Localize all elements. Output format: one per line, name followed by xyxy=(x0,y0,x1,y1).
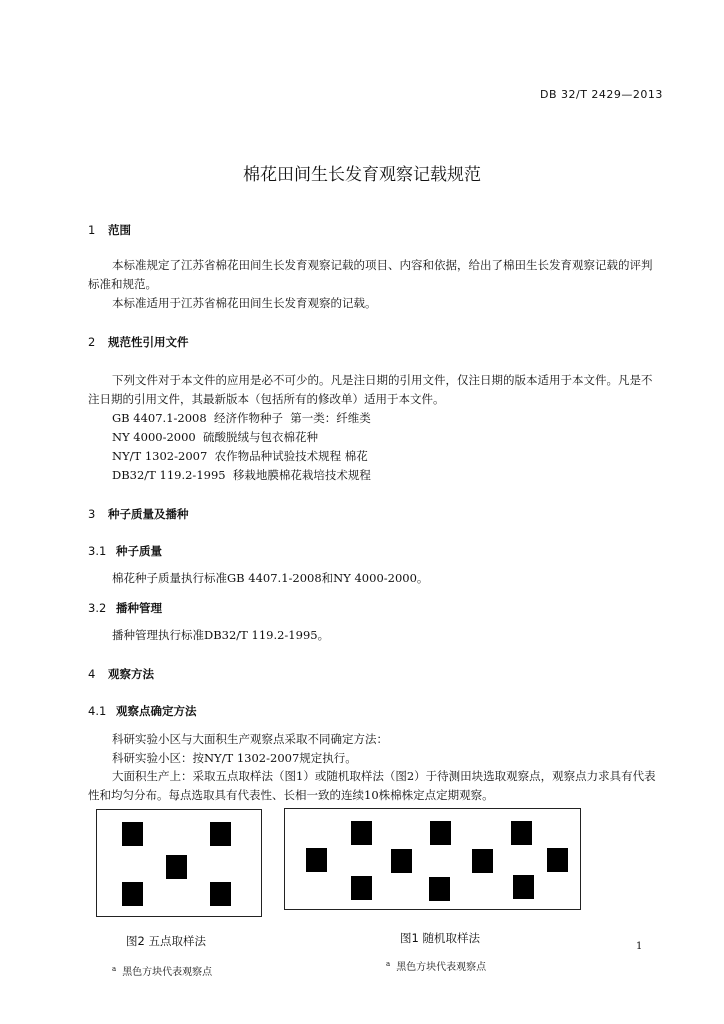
observation-point xyxy=(122,882,143,906)
observation-point xyxy=(166,855,187,879)
observation-point xyxy=(122,822,143,846)
section-3-2-heading xyxy=(88,600,162,616)
observation-point xyxy=(210,882,231,906)
section-3-2-text: 播种管理执行标准DB32/T 119.2-1995。 xyxy=(112,628,330,642)
section-title: 规范性引用文件 xyxy=(108,335,189,349)
note-marker: a xyxy=(112,964,117,973)
section-3-1-heading xyxy=(88,543,162,559)
section-3-heading xyxy=(88,506,189,522)
page-title: 棉花田间生长发育观察记载规范 xyxy=(243,165,481,185)
section-4-1-paragraph-3: 大面积生产上：采取五点取样法（图1）或随机取样法（图2）于待测田块选取观察点，观察点力求具有代表性和均匀分布。每点选取具有代表性、长相一致的连续10株棉株定点定期观察。 xyxy=(88,769,656,802)
section-number: 4 xyxy=(88,667,96,681)
random-sampling-figure xyxy=(284,808,581,910)
observation-point xyxy=(351,821,372,845)
figure-note-left xyxy=(112,963,212,978)
reference-item: GB 4407.1-2008 经济作物种子 第一类：纤维类 xyxy=(112,411,371,425)
note-text: 黑色方块代表观察点 xyxy=(122,967,213,978)
section-title: 种子质量及播种 xyxy=(108,507,189,521)
section-4-heading xyxy=(88,666,154,682)
note-marker: a xyxy=(386,959,391,968)
observation-point xyxy=(430,821,451,845)
section-title: 种子质量 xyxy=(116,544,162,558)
section-title: 观察点确定方法 xyxy=(116,704,197,718)
observation-point xyxy=(351,876,372,900)
page-number: 1 xyxy=(636,941,643,952)
observation-point xyxy=(429,877,450,901)
section-4-1-line-1: 科研实验小区与大面积生产观察点采取不同确定方法： xyxy=(112,732,388,746)
observation-point xyxy=(391,849,412,873)
note-text: 黑色方块代表观察点 xyxy=(396,962,487,973)
document-code: DB 32/T 2429—2013 xyxy=(540,88,663,101)
section-title: 播种管理 xyxy=(116,601,162,615)
reference-item: DB32/T 119.2-1995 移栽地膜棉花栽培技术规程 xyxy=(112,468,371,482)
figure-caption-left: 图2 五点取样法 xyxy=(126,934,206,948)
section-number: 1 xyxy=(88,223,96,237)
section-1-paragraph-2: 本标准适用于江苏省棉花田间生长发育观察的记载。 xyxy=(112,296,377,310)
reference-item: NY/T 1302-2007 农作物品种试验技术规程 棉花 xyxy=(112,449,368,463)
section-title: 范围 xyxy=(108,223,131,237)
section-2-paragraph-1: 下列文件对于本文件的应用是必不可少的。凡是注日期的引用文件，仅注日期的版本适用于本文件。凡是不注日期的引用文件，其最新版本（包括所有的修改单）适用于本文件。 xyxy=(88,373,653,406)
observation-point xyxy=(210,822,231,846)
section-4-1-heading xyxy=(88,703,197,719)
five-point-sampling-figure xyxy=(96,809,262,917)
section-title: 观察方法 xyxy=(108,667,154,681)
section-number: 3.2 xyxy=(88,601,107,615)
figure-caption-right: 图1 随机取样法 xyxy=(400,931,480,945)
section-1-heading xyxy=(88,222,131,238)
observation-point xyxy=(547,848,568,872)
reference-item: NY 4000-2000 硫酸脱绒与包衣棉花种 xyxy=(112,430,319,444)
section-3-1-text: 棉花种子质量执行标准GB 4407.1-2008和NY 4000-2000。 xyxy=(112,571,429,585)
section-number: 4.1 xyxy=(88,704,107,718)
section-4-1-line-2: 科研实验小区：按NY/T 1302-2007规定执行。 xyxy=(112,751,357,765)
section-number: 2 xyxy=(88,335,96,349)
observation-point xyxy=(472,849,493,873)
section-2-heading xyxy=(88,334,189,350)
section-number: 3.1 xyxy=(88,544,107,558)
observation-point xyxy=(306,848,327,872)
section-number: 3 xyxy=(88,507,96,521)
observation-point xyxy=(513,875,534,899)
observation-point xyxy=(511,821,532,845)
figure-note-right xyxy=(386,958,486,973)
section-1-paragraph-1: 本标准规定了江苏省棉花田间生长发育观察记载的项目、内容和依据，给出了棉田生长发育观察记载的评判标准和规范。 xyxy=(88,258,653,291)
